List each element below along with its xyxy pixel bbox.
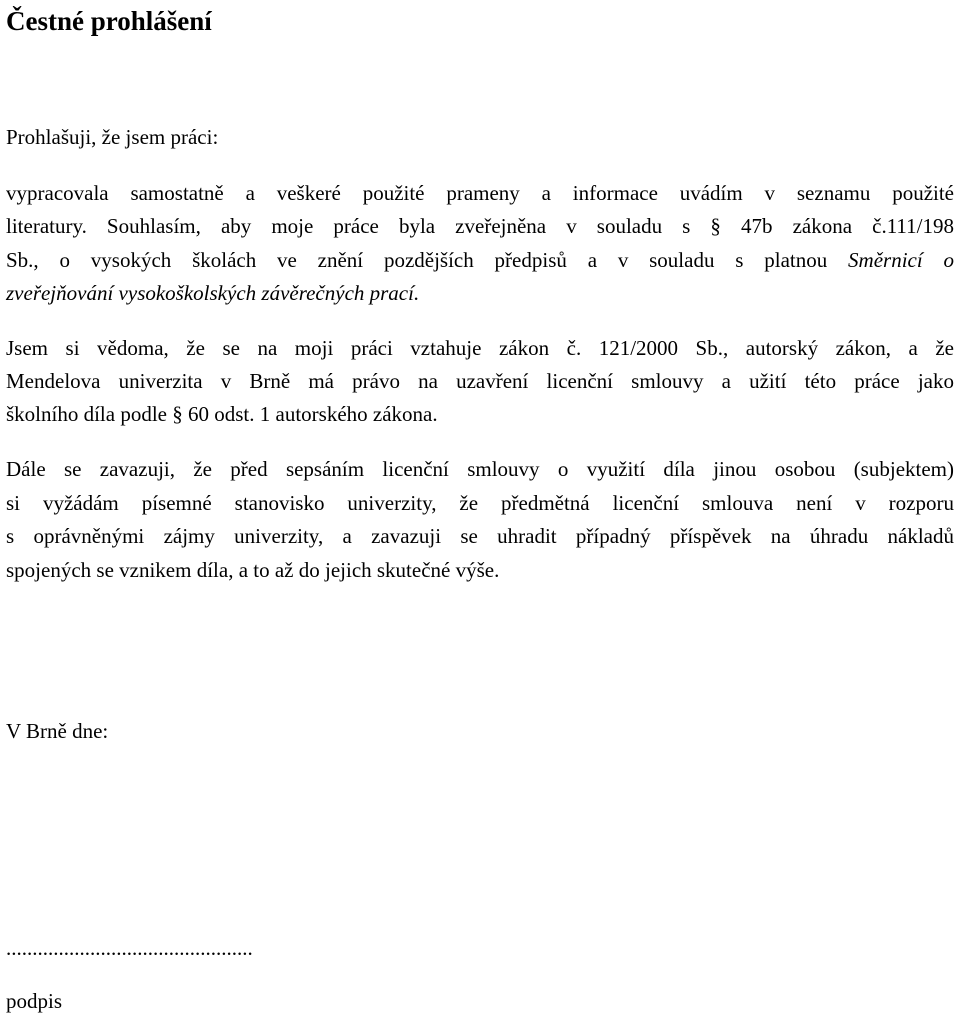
paragraph-2-line-3: školního díla podle § 60 odst. 1 autorského zákona. (6, 402, 438, 426)
paragraph-1-line-1: vypracovala samostatně a veškeré použité prameny a informace uvádím v seznamu použité (6, 181, 954, 205)
paragraph-3-line-4: spojených se vznikem díla, a to až do jejich skutečné výše. (6, 558, 500, 582)
signature-line: ............................................... (6, 936, 253, 960)
paragraph-1-line-3-text: Sb., o vysokých školách ve znění pozdějších předpisů a v souladu s platnou (6, 248, 849, 272)
page-title: Čestné prohlášení (6, 6, 212, 36)
paragraph-3-line-2: si vyžádám písemné stanovisko univerzity, že předmětná licenční smlouva není v rozporu (6, 491, 954, 515)
paragraph-1-line-2: literatury. Souhlasím, aby moje práce byla zveřejněna v souladu s § 47b zákona č.111/198 (6, 214, 954, 238)
paragraph-2-line-2: Mendelova univerzita v Brně má právo na uzavření licenční smlouvy a užití této práce jako (6, 369, 954, 393)
paragraph-1-line-3 (6, 245, 954, 275)
directive-title-start: Směrnicí o (848, 248, 954, 272)
paragraph-3-line-3: s oprávněnými zájmy univerzity, a zavazuji se uhradit případný příspěvek na úhradu nákladů (6, 524, 954, 548)
place-date-label: V Brně dne: (6, 719, 109, 743)
directive-title-end: zveřejňování vysokoškolských závěrečných prací. (6, 281, 420, 305)
paragraph-2-line-1: Jsem si vědoma, že se na moji práci vztahuje zákon č. 121/2000 Sb., autorský zákon, a že (6, 336, 954, 360)
intro-text: Prohlašuji, že jsem práci: (6, 125, 219, 149)
signature-label: podpis (6, 989, 63, 1013)
paragraph-3-line-1: Dále se zavazuji, že před sepsáním licenční smlouvy o využití díla jinou osobou (subjektem) (6, 457, 954, 481)
